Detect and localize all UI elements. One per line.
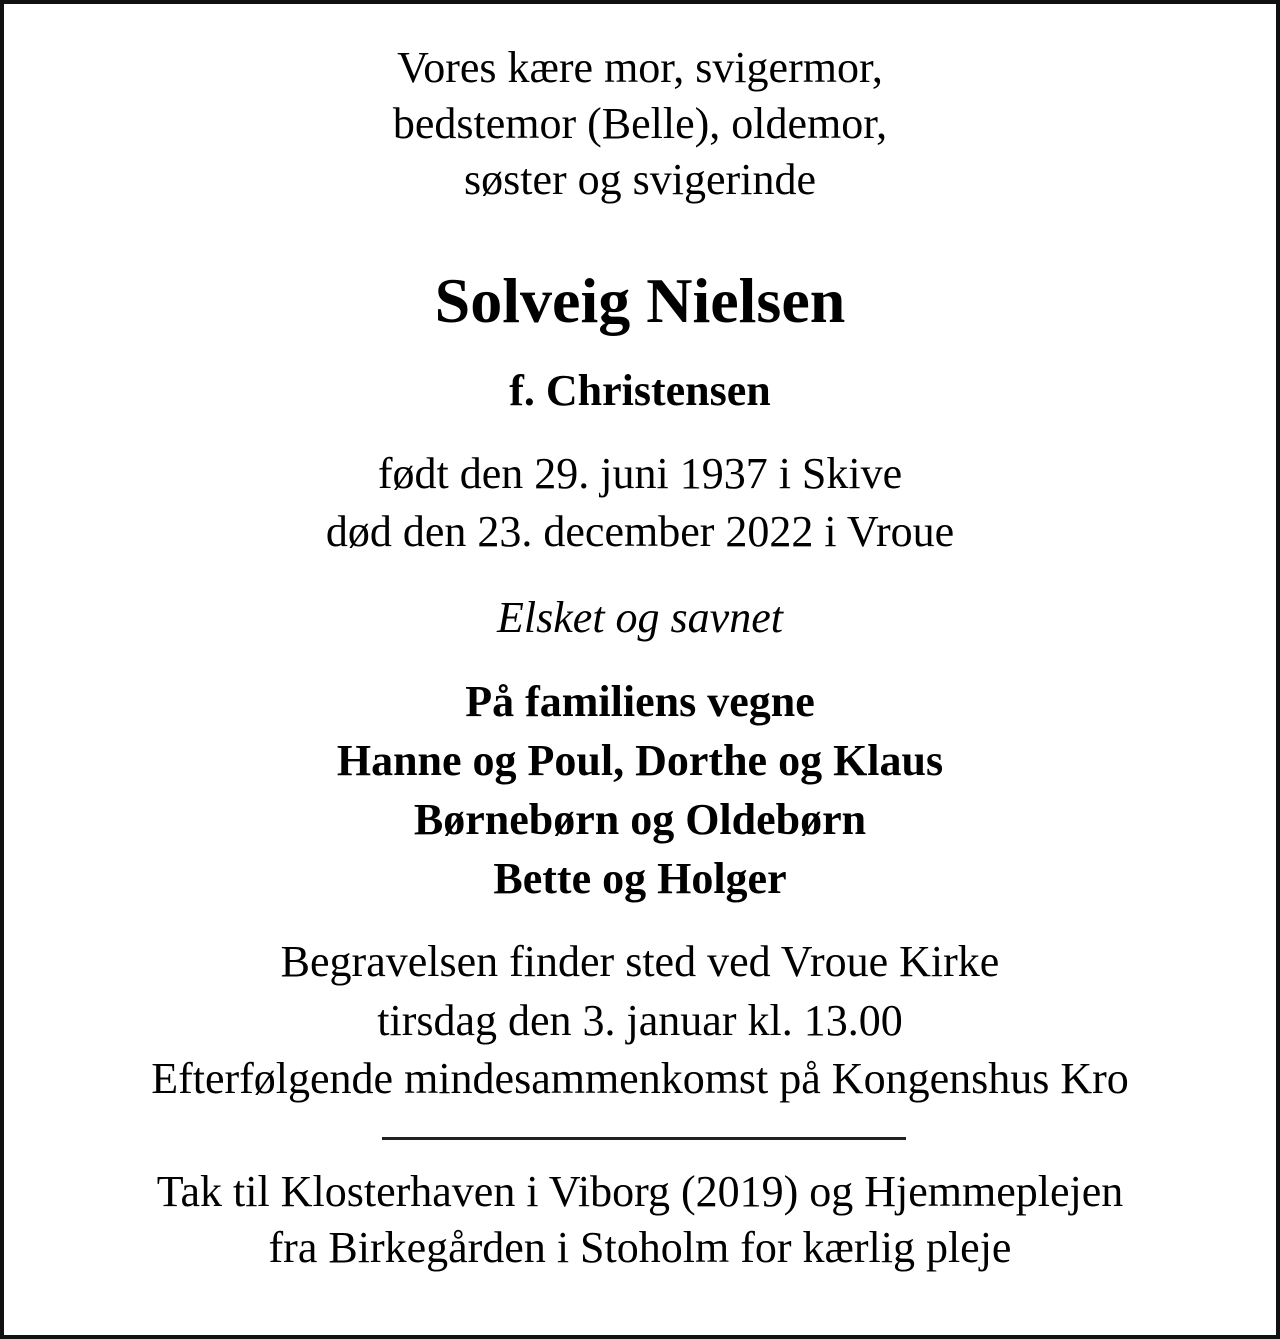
thanks-line-2: fra Birkegården i Stoholm for kærlig pleje <box>268 1223 1012 1272</box>
family-line-2: Hanne og Poul, Dorthe og Klaus <box>336 736 944 785</box>
maiden-name: f. Christensen <box>509 366 771 415</box>
family-line-4: Bette og Holger <box>493 854 787 903</box>
intro-line-2: bedstemor (Belle), oldemor, <box>392 99 888 148</box>
intro-line-3: søster og svigerinde <box>464 155 816 204</box>
thanks-line-1: Tak til Klosterhaven i Viborg (2019) og Hjemmeplejen <box>156 1167 1124 1216</box>
funeral-line-3: Efterfølgende mindesammenkomst på Kongenshus Kro <box>151 1054 1129 1103</box>
family-line-1: På familiens vegne <box>465 677 815 726</box>
motto: Elsket og savnet <box>497 593 783 642</box>
intro-line-1: Vores kære mor, svigermor, <box>397 43 883 92</box>
family-line-3: Børnebørn og Oldebørn <box>413 795 867 844</box>
birth-date-line: født den 29. juni 1937 i Skive <box>377 449 903 498</box>
separator-rule <box>382 1137 906 1140</box>
funeral-line-1: Begravelsen finder sted ved Vroue Kirke <box>280 937 1000 986</box>
deceased-name: Solveig Nielsen <box>434 265 846 336</box>
death-date-line: død den 23. december 2022 i Vroue <box>325 507 955 556</box>
funeral-line-2: tirsdag den 3. januar kl. 13.00 <box>377 996 903 1045</box>
